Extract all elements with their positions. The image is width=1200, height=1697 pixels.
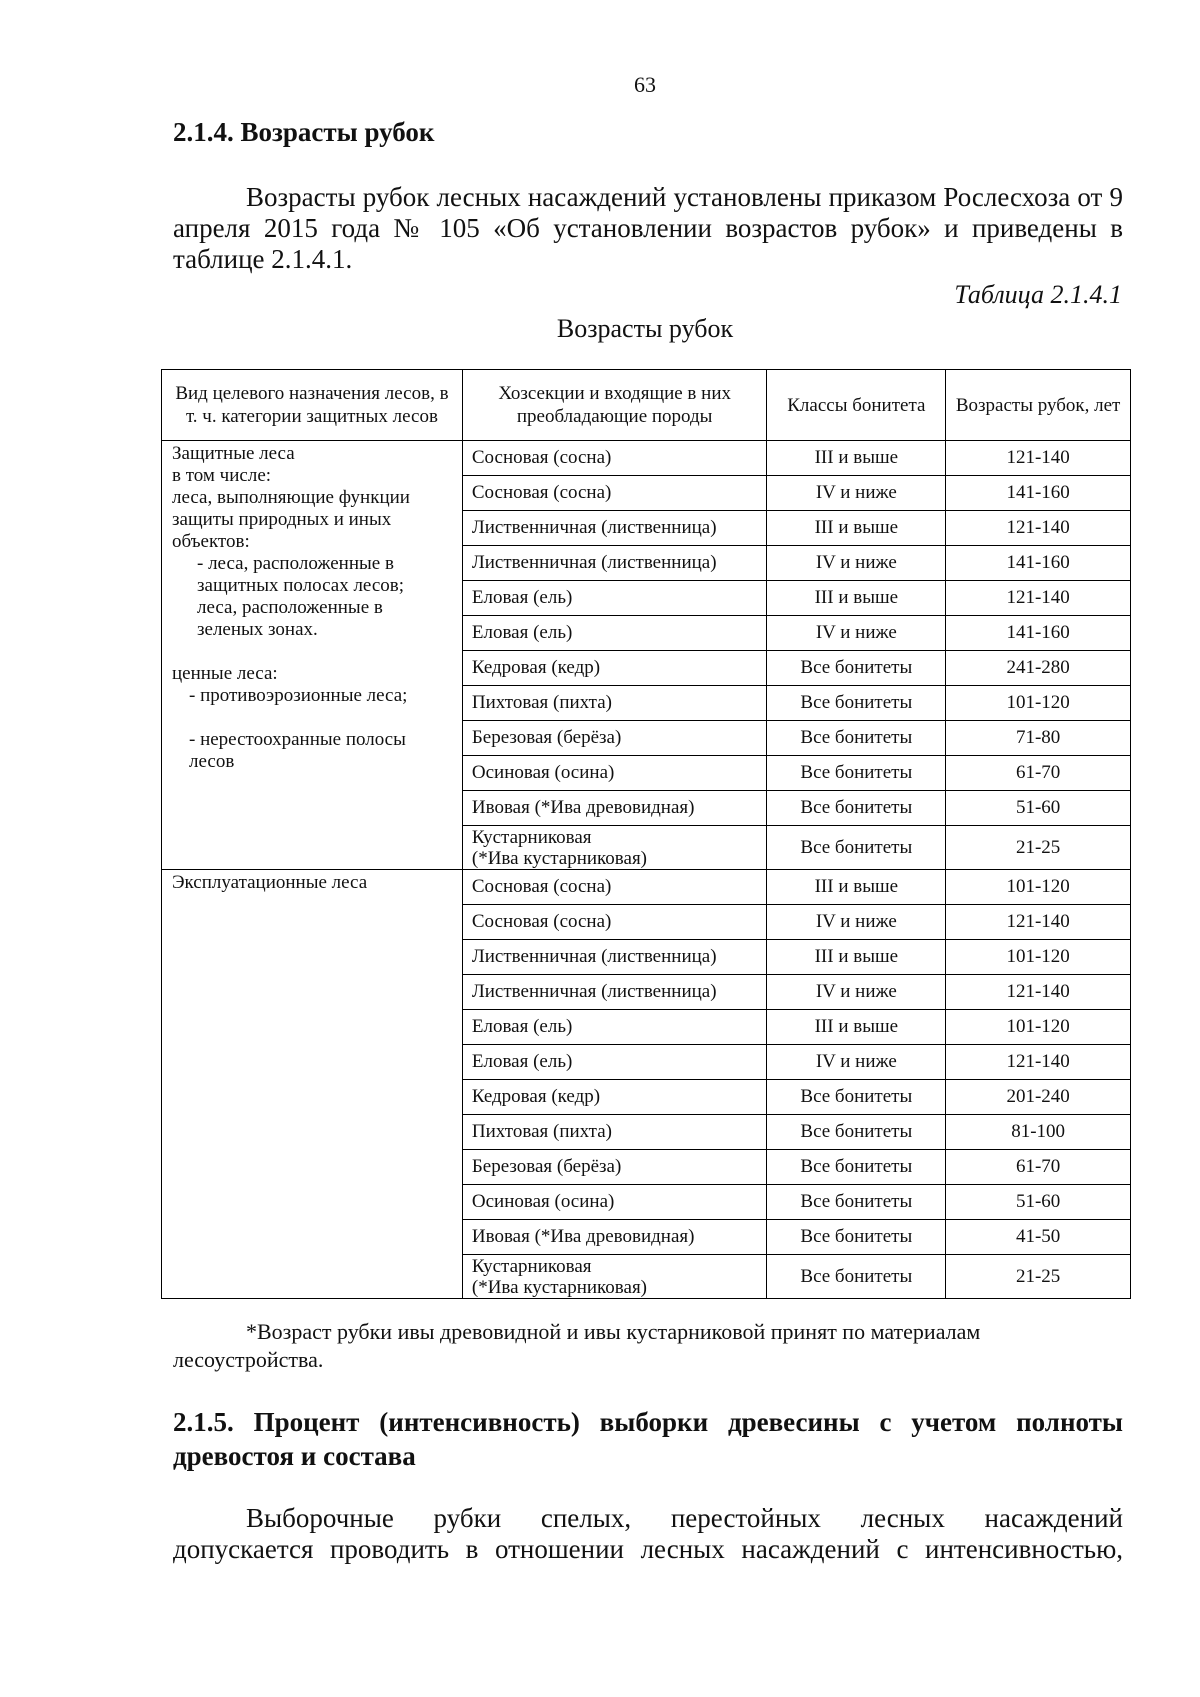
- species-cell: Сосновая (сосна): [462, 870, 767, 905]
- species-cell: Лиственничная (лиственница): [462, 511, 767, 546]
- cutting-age-cell: 41-50: [946, 1220, 1131, 1255]
- site-class-cell: III и выше: [767, 441, 946, 476]
- site-class-cell: Все бонитеты: [767, 721, 946, 756]
- species-cell: Кедровая (кедр): [462, 651, 767, 686]
- species-cell: Сосновая (сосна): [462, 476, 767, 511]
- site-class-cell: Все бонитеты: [767, 1255, 946, 1299]
- cutting-age-cell: 121-140: [946, 581, 1131, 616]
- forest-purpose-line: - леса, расположенные в: [197, 553, 394, 574]
- cutting-age-cell: 61-70: [946, 1150, 1131, 1185]
- species-cell: Сосновая (сосна): [462, 441, 767, 476]
- site-class-cell: Все бонитеты: [767, 826, 946, 870]
- forest-purpose-line: защиты природных и иных: [172, 509, 392, 530]
- site-class-cell: Все бонитеты: [767, 1080, 946, 1115]
- cutting-age-cell: 121-140: [946, 511, 1131, 546]
- forest-purpose-cell: [162, 870, 463, 1299]
- cutting-age-cell: 61-70: [946, 756, 1131, 791]
- cutting-age-cell: 241-280: [946, 651, 1131, 686]
- site-class-cell: Все бонитеты: [767, 1185, 946, 1220]
- table-row: [162, 870, 1131, 905]
- site-class-cell: IV и ниже: [767, 476, 946, 511]
- forest-purpose-line: ценные леса:: [172, 663, 278, 684]
- intro-paragraph-text: Возрасты рубок лесных насаждений установлены приказом Рослесхоза от 9 апреля 2015 года № 105 «Об установлении возрастов рубок» и приведены в таблице 2.1.4.1.: [173, 182, 1123, 274]
- species-cell: Ивовая (*Ива древовидная): [462, 791, 767, 826]
- forest-purpose-line: зеленых зонах.: [197, 619, 318, 640]
- intro-paragraph: [173, 182, 1123, 275]
- site-class-cell: Все бонитеты: [767, 1115, 946, 1150]
- forest-purpose-line: лесов: [189, 751, 235, 772]
- cutting-age-table: [161, 369, 1131, 1299]
- table-label: Таблица 2.1.4.1: [954, 280, 1122, 309]
- cutting-age-cell: 81-100: [946, 1115, 1131, 1150]
- site-class-cell: IV и ниже: [767, 1045, 946, 1080]
- forest-purpose-line: леса, расположенные в: [197, 597, 383, 618]
- site-class-cell: IV и ниже: [767, 975, 946, 1010]
- forest-purpose-line: - противоэрозионные леса;: [189, 685, 408, 706]
- species-cell: Еловая (ель): [462, 616, 767, 651]
- site-class-cell: III и выше: [767, 511, 946, 546]
- species-line: (*Ива кустарниковая): [471, 847, 648, 869]
- site-class-cell: III и выше: [767, 1010, 946, 1045]
- cutting-age-cell: 71-80: [946, 721, 1131, 756]
- table-header-row: [162, 370, 1131, 441]
- forest-purpose-line: Защитные леса: [172, 443, 295, 464]
- site-class-cell: IV и ниже: [767, 905, 946, 940]
- site-class-cell: Все бонитеты: [767, 686, 946, 721]
- species-cell: Пихтовая (пихта): [462, 1115, 767, 1150]
- site-class-cell: III и выше: [767, 581, 946, 616]
- forest-purpose-line: в том числе:: [172, 465, 272, 486]
- site-class-cell: Все бонитеты: [767, 1220, 946, 1255]
- header-site-class: Классы бонитета: [767, 370, 946, 441]
- species-line: Кустарниковая: [471, 826, 592, 848]
- table-footnote: [173, 1318, 1123, 1374]
- species-cell: Пихтовая (пихта): [462, 686, 767, 721]
- species-cell: Лиственничная (лиственница): [462, 940, 767, 975]
- cutting-age-cell: 51-60: [946, 791, 1131, 826]
- species-cell: Еловая (ель): [462, 581, 767, 616]
- cutting-age-cell: 141-160: [946, 546, 1131, 581]
- site-class-cell: Все бонитеты: [767, 651, 946, 686]
- section-heading-2-1-5: 2.1.5. Процент (интенсивность) выборки древесины с учетом полноты древостоя и состава: [173, 1407, 1123, 1471]
- species-cell: Сосновая (сосна): [462, 905, 767, 940]
- page-number: 63: [634, 72, 656, 97]
- site-class-cell: Все бонитеты: [767, 791, 946, 826]
- cutting-age-cell: 141-160: [946, 476, 1131, 511]
- cutting-age-cell: 21-25: [946, 1255, 1131, 1299]
- species-cell: Еловая (ель): [462, 1045, 767, 1080]
- forest-purpose-line: объектов:: [172, 531, 250, 552]
- table-title: Возрасты рубок: [556, 314, 734, 343]
- header-cutting-age: Возрасты рубок, лет: [946, 370, 1131, 441]
- section-heading-2-1-4: 2.1.4. Возрасты рубок: [173, 117, 435, 147]
- table-row: [162, 441, 1131, 476]
- species-cell: Осиновая (осина): [462, 1185, 767, 1220]
- site-class-cell: III и выше: [767, 940, 946, 975]
- species-line: (*Ива кустарниковая): [471, 1276, 648, 1298]
- species-cell: Лиственничная (лиственница): [462, 546, 767, 581]
- species-line: Кустарниковая: [471, 1255, 592, 1277]
- forest-purpose-line: леса, выполняющие функции: [172, 487, 410, 508]
- forest-purpose-line: - нерестоохранные полосы: [189, 729, 406, 750]
- cutting-age-cell: 101-120: [946, 940, 1131, 975]
- site-class-cell: Все бонитеты: [767, 756, 946, 791]
- species-cell: [462, 826, 767, 870]
- species-cell: Березовая (берёза): [462, 1150, 767, 1185]
- species-cell: Лиственничная (лиственница): [462, 975, 767, 1010]
- table-footnote-text: *Возраст рубки ивы древовидной и ивы кустарниковой принят по материалам лесоустройства.: [173, 1319, 981, 1372]
- cutting-age-cell: 121-140: [946, 905, 1131, 940]
- header-sections-species: Хозсекции и входящие в них преобладающие породы: [462, 370, 767, 441]
- forest-purpose-line: [172, 641, 452, 663]
- cutting-age-cell: 101-120: [946, 1010, 1131, 1045]
- species-cell: Кедровая (кедр): [462, 1080, 767, 1115]
- cutting-age-cell: 121-140: [946, 441, 1131, 476]
- cutting-age-cell: 21-25: [946, 826, 1131, 870]
- forest-purpose-line: Эксплуатационные леса: [172, 872, 368, 893]
- forest-purpose-cell: [162, 441, 463, 870]
- species-cell: Ивовая (*Ива древовидная): [462, 1220, 767, 1255]
- cutting-age-cell: 141-160: [946, 616, 1131, 651]
- species-cell: Березовая (берёза): [462, 721, 767, 756]
- closing-paragraph: [173, 1503, 1123, 1565]
- site-class-cell: III и выше: [767, 870, 946, 905]
- header-forest-purpose: Вид целевого назначения лесов, в т. ч. категории защитных лесов: [162, 370, 463, 441]
- forest-purpose-line: защитных полосах лесов;: [197, 575, 405, 596]
- cutting-age-cell: 201-240: [946, 1080, 1131, 1115]
- site-class-cell: IV и ниже: [767, 546, 946, 581]
- species-cell: [462, 1255, 767, 1299]
- cutting-age-cell: 101-120: [946, 686, 1131, 721]
- species-cell: Еловая (ель): [462, 1010, 767, 1045]
- species-cell: Осиновая (осина): [462, 756, 767, 791]
- site-class-cell: IV и ниже: [767, 616, 946, 651]
- forest-purpose-line: [172, 707, 452, 729]
- cutting-age-cell: 121-140: [946, 975, 1131, 1010]
- cutting-age-cell: 101-120: [946, 870, 1131, 905]
- site-class-cell: Все бонитеты: [767, 1150, 946, 1185]
- cutting-age-cell: 121-140: [946, 1045, 1131, 1080]
- closing-paragraph-text: Выборочные рубки спелых, перестойных лесных насаждений допускается проводить в отношении лесных насаждений с интенсивностью,: [173, 1503, 1123, 1564]
- cutting-age-cell: 51-60: [946, 1185, 1131, 1220]
